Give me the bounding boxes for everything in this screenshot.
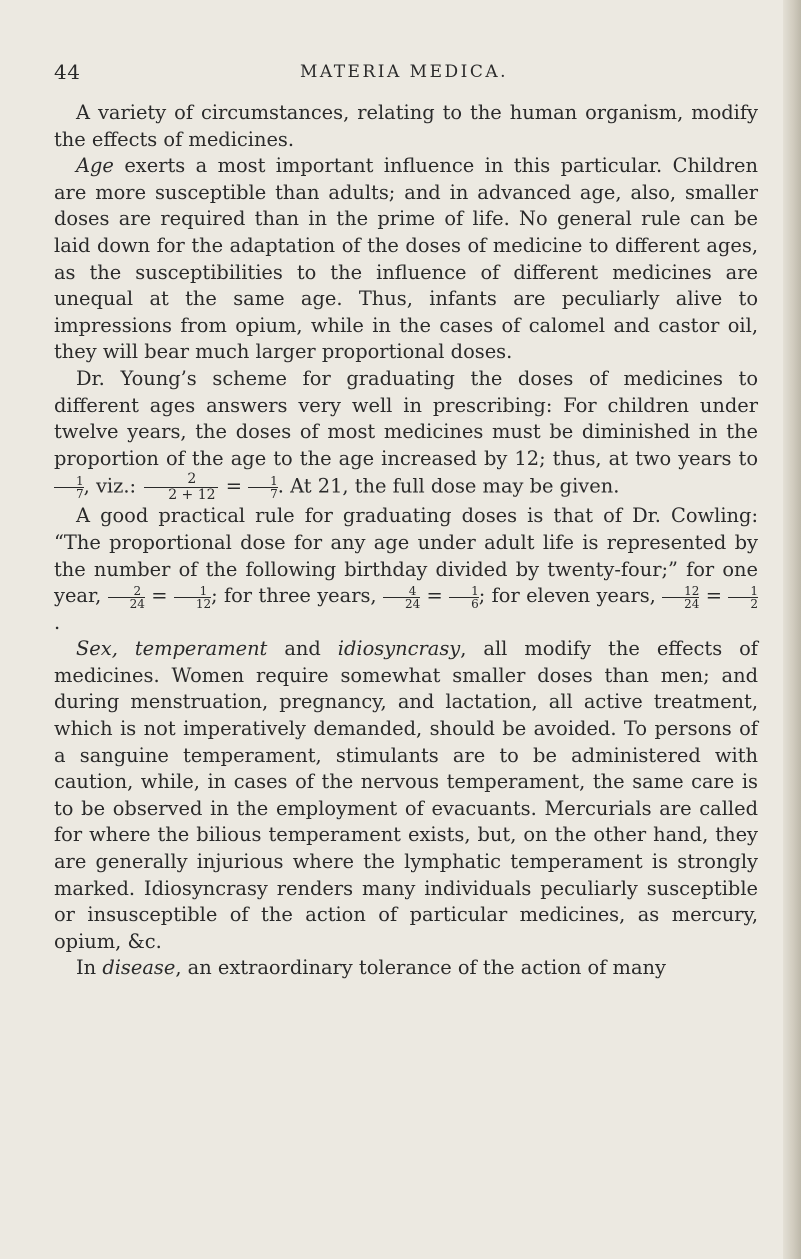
paragraph-disease: In disease, an extraordinary tolerance of the action of many — [76, 956, 666, 980]
paragraph-cowling-rule: A good practical rule for graduating doses is that of Dr. Cowling: “The proportional dose for any age under adult life is represented by the number of the following birthday divided by twenty-four;” for one year, $\frac{2}{24}$ = $\frac{1}{12}$ ; for three years, $\frac{4}{24}$ = $\frac{1}{6}$ ; for eleven years, $\frac{12}{24}$ = $\frac{1}{2}$ . — [54, 504, 758, 634]
page-header — [54, 60, 754, 92]
paragraph-young-rule: Dr. Young’s scheme for graduating the doses of medicines to different ages answers very well in prescribing: For children under twelve years, the doses of most medicines must be diminished in the proportion of the age to the age increased by 12; thus, at two years to $\frac{1}{7}$ , viz.: $\frac{2}{2 + 12}$ = $\frac{1}{7}$ . At 21, the full dose may be given. — [54, 366, 758, 504]
term-sex-temperament: Sex, temperament — [76, 637, 268, 661]
body-text — [54, 100, 758, 982]
running-head: MATERIA MEDICA. — [299, 62, 509, 82]
paragraph-intro: A variety of circumstances, relating to the human organism, modify the effects of medicines. — [54, 101, 758, 151]
page-edge-shadow — [783, 0, 801, 1259]
paragraph-sex-temperament: Sex, temperament and idiosyncrasy, all modify the effects of medicines. Women require somewhat smaller doses than men; and during menstruation, pregnancy, and lactation, all active treatment, which is not imperatively demanded, should be avoided. To persons of a sanguine temperament, stimulants are to be administered with caution, while, in cases of the nervous temperament, the same care is to be observed in the employment of evacuants. Mercurials are called for where the bilious temperament exists, but, on the other hand, they are generally injurious where the lymphatic temperament is strongly marked. Idiosyncrasy renders many individuals peculiarly susceptible or insusceptible of the action of particular medicines, as mercury, opium, &c. — [54, 637, 758, 953]
fraction: $\frac{1}{12}$ — [174, 585, 211, 610]
formula-fraction: $\frac{2}{2 + 12}$ — [144, 472, 217, 503]
fraction: $\frac{2}{24}$ — [108, 585, 145, 610]
term-age: Age — [76, 154, 114, 178]
fraction: $\frac{12}{24}$ — [662, 585, 699, 610]
term-idiosyncrasy: idiosyncrasy — [337, 637, 461, 661]
term-disease: disease — [102, 956, 176, 980]
fraction: $\frac{1}{2}$ — [728, 585, 758, 610]
fraction: $\frac{1}{7}$ — [54, 475, 84, 500]
fraction: $\frac{1}{6}$ — [449, 585, 479, 610]
paragraph-age: Age exerts a most important influence in this particular. Children are more susceptible than adults; and in advanced age, also, smaller doses are required than in the prime of life. No general rule can be laid down for the adaptation of the doses of medicine to different ages, as the susceptibilities to the influence of different medicines are unequal at the same age. Thus, infants are peculiarly alive to impressions from opium, while in the cases of calomel and castor oil, they will bear much larger proportional doses. — [54, 154, 758, 364]
fraction: $\frac{4}{24}$ — [383, 585, 420, 610]
page-number: 44 — [54, 60, 81, 84]
fraction: $\frac{1}{7}$ — [248, 475, 278, 500]
